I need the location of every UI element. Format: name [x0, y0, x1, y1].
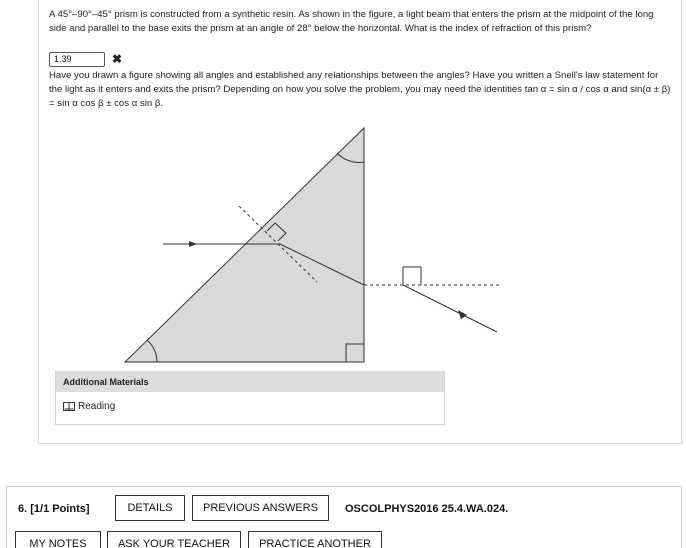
- prism-figure: [119, 122, 519, 372]
- answer-input[interactable]: [49, 52, 105, 67]
- hint-text: Have you drawn a figure showing all angles and established any relationships between the angles? Have you written a Snell's law statement for the light as it enters and exits the prism? Depending on how you solve the problem, you may need the identities tan α = sin α / cos α and sin(α ± β) = sin α cos β ± cos α sin β.: [49, 70, 671, 109]
- reading-label: Reading: [78, 401, 116, 412]
- exit-arrow: [458, 310, 467, 319]
- my-notes-button[interactable]: MY NOTES: [15, 531, 101, 548]
- materials-header: Additional Materials: [56, 372, 444, 392]
- exit-ray: [403, 285, 497, 332]
- exit-right-angle: [403, 267, 421, 285]
- prism-triangle: [125, 128, 364, 362]
- next-question-panel: [6, 486, 682, 548]
- ask-teacher-button[interactable]: ASK YOUR TEACHER: [107, 531, 241, 548]
- question-code: OSCOLPHYS2016 25.4.WA.024.: [345, 503, 509, 515]
- incident-arrow: [189, 241, 197, 247]
- additional-materials-panel: [55, 371, 445, 425]
- answer-row: [49, 51, 122, 67]
- x-mark-icon: ✖: [112, 52, 123, 66]
- reading-link[interactable]: [63, 401, 444, 412]
- book-icon: [63, 402, 75, 411]
- question-card: [38, 0, 682, 444]
- question-text: A 45°–90°–45° prism is constructed from a synthetic resin. As shown in the figure, a light beam that enters the prism at the midpoint of the long side and parallel to the base exits the prism at an angle of 28° below the horizontal. What is the index of refraction of this prism?: [49, 9, 654, 34]
- previous-answers-button[interactable]: PREVIOUS ANSWERS: [192, 495, 329, 521]
- practice-another-button[interactable]: PRACTICE ANOTHER: [248, 531, 382, 548]
- details-button[interactable]: DETAILS: [115, 495, 185, 521]
- question-points: 6. [1/1 Points]: [18, 503, 90, 515]
